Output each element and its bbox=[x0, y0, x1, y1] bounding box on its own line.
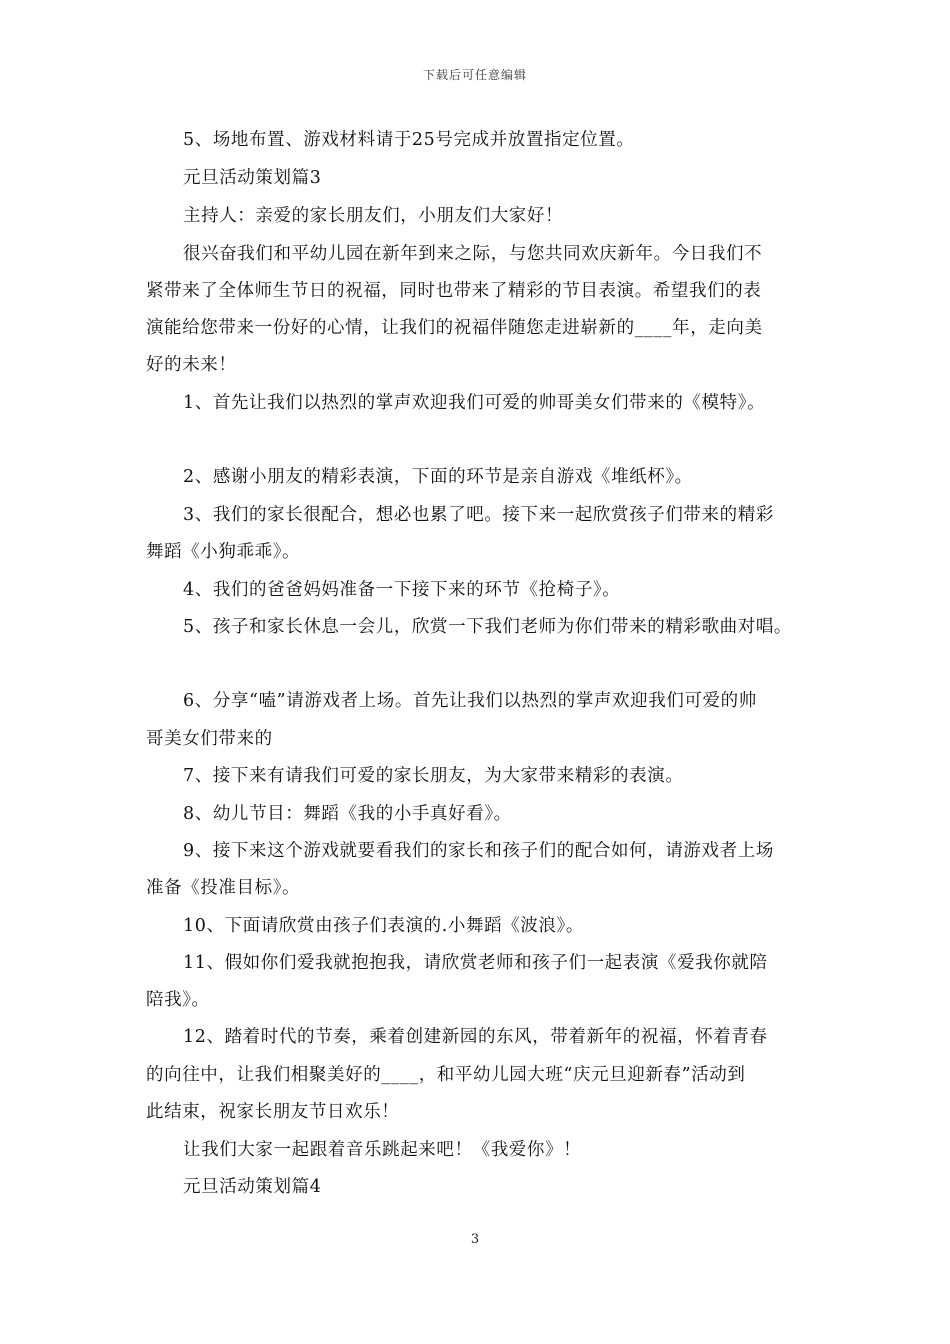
page-number: 3 bbox=[470, 1232, 480, 1247]
paragraph-line: 好的未来！ bbox=[146, 355, 237, 375]
paragraph-line: 主持人：亲爱的家长朋友们，小朋友们大家好！ bbox=[183, 206, 564, 226]
paragraph-line: 5、场地布置、游戏材料请于25号完成并放置指定位置。 bbox=[183, 130, 635, 150]
paragraph-line: 的向往中，让我们相聚美好的____，和平幼儿园大班“庆元旦迎新春”活动到 bbox=[146, 1065, 746, 1085]
paragraph-line: 哥美女们带来的 bbox=[146, 729, 273, 749]
page-header: 下载后可任意编辑 bbox=[422, 68, 527, 82]
paragraph-line: 10、下面请欣赏由孩子们表演的.小舞蹈《波浪》。 bbox=[183, 916, 584, 936]
paragraph-line: 2、感谢小朋友的精彩表演，下面的环节是亲自游戏《堆纸杯》。 bbox=[183, 467, 693, 487]
paragraph-line: 6、分享“嗑”请游戏者上场。首先让我们以热烈的掌声欢迎我们可爱的帅 bbox=[183, 691, 757, 711]
paragraph-line: 此结束，祝家长朋友节日欢乐！ bbox=[146, 1102, 400, 1122]
paragraph-line: 演能给您带来一份好的心情，让我们的祝福伴随您走进崭新的____年，走向美 bbox=[146, 318, 763, 338]
paragraph-line: 让我们大家一起跟着音乐跳起来吧！《我爱你》！ bbox=[183, 1140, 582, 1160]
paragraph-line: 陪我》。 bbox=[146, 990, 210, 1010]
paragraph-line: 很兴奋我们和平幼儿园在新年到来之际，与您共同欢庆新年。今日我们不 bbox=[183, 244, 763, 264]
paragraph-line: 准备《投准目标》。 bbox=[146, 878, 301, 898]
paragraph-line: 1、首先让我们以热烈的掌声欢迎我们可爱的帅哥美女们带来的《模特》。 bbox=[183, 393, 766, 413]
paragraph-line: 9、接下来这个游戏就要看我们的家长和孩子们的配合如何，请游戏者上场 bbox=[183, 841, 774, 861]
paragraph-line: 8、幼儿节目：舞蹈《我的小手真好看》。 bbox=[183, 804, 512, 824]
section-title: 元旦活动策划篇4 bbox=[183, 1177, 322, 1197]
paragraph-line: 5、孩子和家长休息一会儿，欣赏一下我们老师为你们带来的精彩歌曲对唱。 bbox=[183, 617, 793, 637]
paragraph-line: 12、踏着时代的节奏，乘着创建新园的东风，带着新年的祝福，怀着青春 bbox=[183, 1027, 768, 1047]
paragraph-line: 4、我们的爸爸妈妈准备一下接下来的环节《抢椅子》。 bbox=[183, 580, 621, 600]
paragraph-line: 舞蹈《小狗乖乖》。 bbox=[146, 542, 301, 562]
paragraph-line: 11、假如你们爱我就抱抱我，请欣赏老师和孩子们一起表演《爱我你就陪 bbox=[183, 953, 768, 973]
section-title: 元旦活动策划篇3 bbox=[183, 168, 322, 188]
paragraph-line: 3、我们的家长很配合，想必也累了吧。接下来一起欣赏孩子们带来的精彩 bbox=[183, 505, 774, 525]
paragraph-line: 紧带来了全体师生节日的祝福，同时也带来了精彩的节目表演。希望我们的表 bbox=[146, 281, 762, 301]
paragraph-line: 7、接下来有请我们可爱的家长朋友，为大家带来精彩的表演。 bbox=[183, 766, 684, 786]
